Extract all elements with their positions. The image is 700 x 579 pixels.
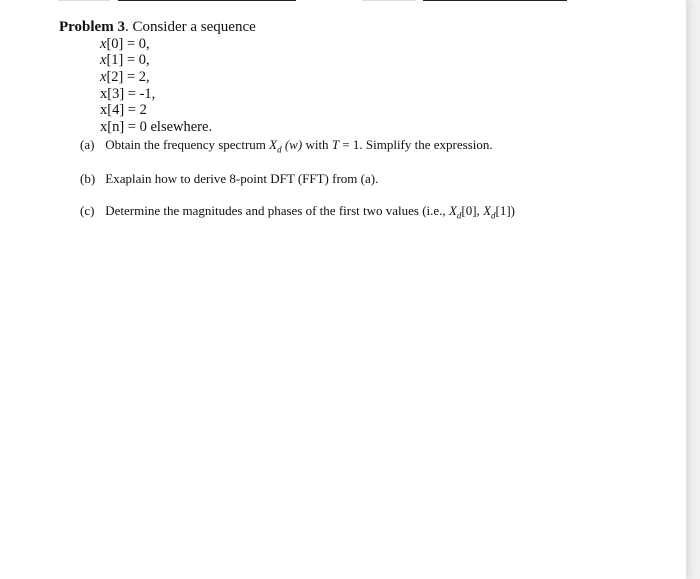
sequence-line xyxy=(100,119,212,135)
sequence-line xyxy=(100,86,155,102)
problem-intro: . Consider a sequence xyxy=(124,19,256,35)
seq-index: [2] xyxy=(106,69,124,85)
part-label: (c) xyxy=(80,203,95,218)
math-symbol: X xyxy=(269,137,278,152)
problem-title xyxy=(59,18,256,36)
header-field-stub xyxy=(362,0,416,4)
seq-value: = 0 elsewhere. xyxy=(124,119,213,135)
name-underline xyxy=(118,0,296,4)
problem-label: Problem 3 xyxy=(59,19,125,35)
seq-index: [n] xyxy=(107,119,125,135)
sequence-line xyxy=(100,36,150,52)
math-symbol: T xyxy=(331,137,340,152)
id-underline xyxy=(423,0,567,4)
seq-value: = 0, xyxy=(123,52,150,68)
math-subscript: d xyxy=(491,210,496,221)
math-index: [1]) xyxy=(495,203,516,218)
part-label: (a) xyxy=(80,137,95,152)
part-text: Exaplain how to derive 8-point DFT (FFT) from (a). xyxy=(105,171,379,186)
seq-value: = 2 xyxy=(124,102,147,118)
part-text: = 1. Simplify the expression. xyxy=(339,137,493,152)
sequence-line xyxy=(100,52,150,68)
math-symbol: X xyxy=(448,203,457,218)
seq-var: x xyxy=(100,102,108,118)
seq-value: = -1, xyxy=(124,86,156,102)
seq-index: [3] xyxy=(107,86,125,102)
part-text: Determine the magnitudes and phases of the first two values (i.e., xyxy=(105,203,449,218)
part-c xyxy=(80,203,515,224)
seq-var: x xyxy=(100,86,108,102)
sequence-line xyxy=(100,102,147,118)
math-subscript: d xyxy=(456,210,462,221)
part-a xyxy=(80,137,493,158)
seq-var: x xyxy=(100,52,107,68)
math-symbol: X xyxy=(483,203,492,218)
math-index: [0], xyxy=(461,203,484,218)
seq-index: [1] xyxy=(106,52,124,68)
seq-var: x xyxy=(100,36,107,52)
part-label: (b) xyxy=(80,171,96,186)
seq-value: = 2, xyxy=(123,69,150,85)
math-subscript: d xyxy=(277,144,282,155)
part-b xyxy=(80,171,378,187)
seq-index: [0] xyxy=(106,36,124,52)
header-field-stub xyxy=(58,0,110,4)
math-arg: (w) xyxy=(281,137,303,152)
seq-index: [4] xyxy=(107,102,125,118)
sequence-line xyxy=(100,69,150,85)
part-text: with xyxy=(302,137,332,152)
seq-var: x xyxy=(100,69,107,85)
seq-var: x xyxy=(100,119,108,135)
seq-value: = 0, xyxy=(123,36,150,52)
part-text: Obtain the frequency spectrum xyxy=(105,137,270,152)
